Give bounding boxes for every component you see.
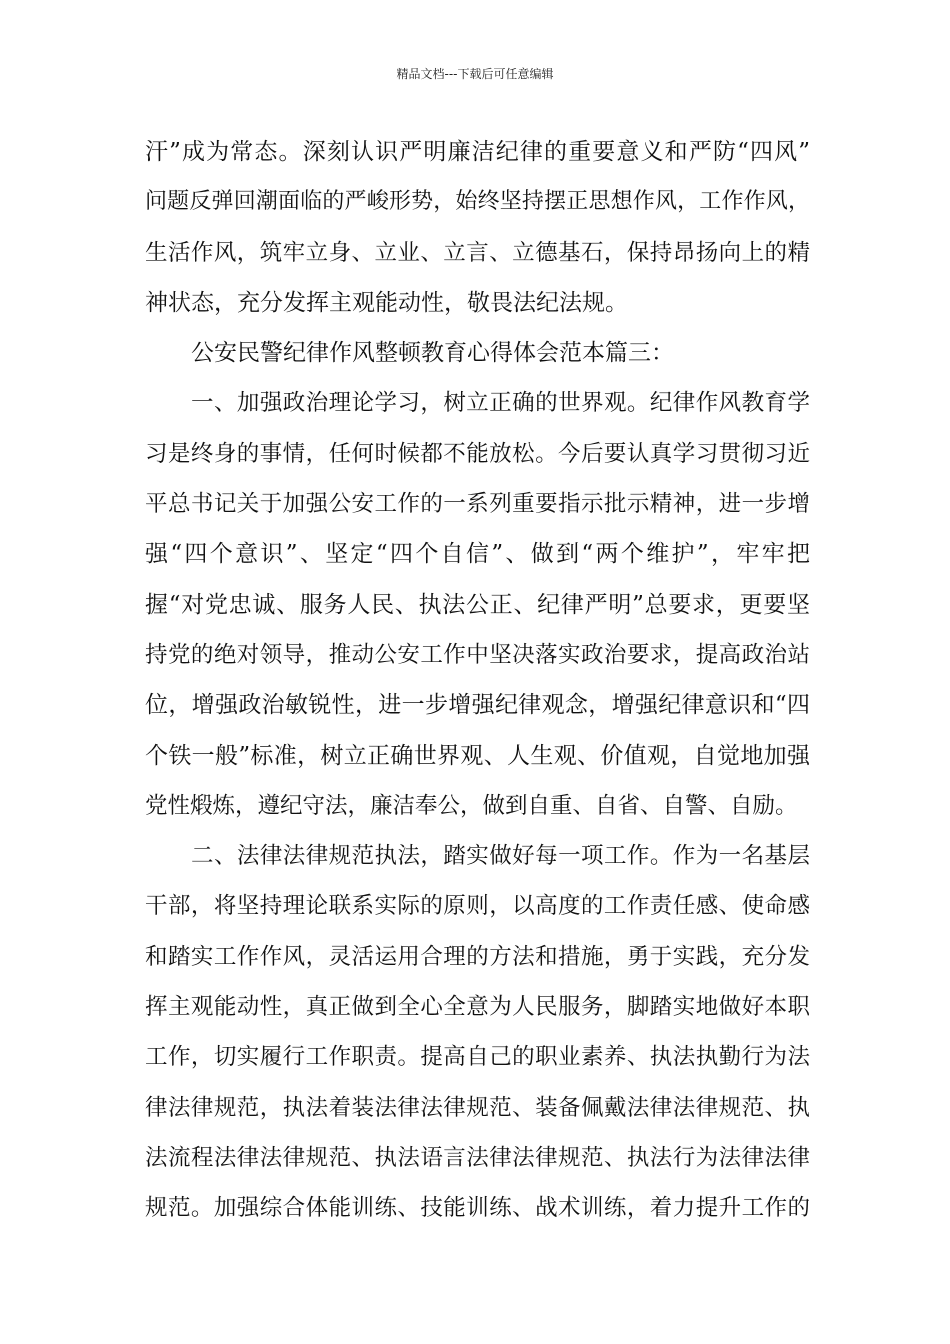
text-line: 握“对党忠诚、服务人民、执法公正、纪律严明”总要求，更要坚 (145, 591, 810, 618)
section-heading: 公安民警纪律作风整顿教育心得体会范本篇三： (191, 340, 674, 367)
text-line: 平总书记关于加强公安工作的一系列重要指示批示精神，进一步增 (145, 491, 810, 518)
text-line: 工作，切实履行工作职责。提高自己的职业素养、执法执勤行为法 (145, 1044, 810, 1071)
text-line: 挥主观能动性，真正做到全心全意为人民服务，脚踏实地做好本职 (145, 994, 810, 1021)
text-line: 问题反弹回潮面临的严峻形势，始终坚持摆正思想作风，工作作风， (145, 189, 810, 215)
text-line: 生活作风，筑牢立身、立业、立言、立德基石，保持昂扬向上的精 (145, 239, 810, 266)
text-line: 强“四个意识”、坚定“四个自信”、做到“两个维护”，牢牢把 (145, 541, 810, 568)
text-line: 习是终身的事情，任何时候都不能放松。今后要认真学习贯彻习近 (145, 440, 810, 467)
text-line: 位，增强政治敏锐性，进一步增强纪律观念，增强纪律意识和“四 (145, 692, 810, 719)
document-body (145, 127, 810, 1234)
text-line: 党性煅炼，遵纪守法，廉洁奉公，做到自重、自省、自警、自励。 (145, 792, 798, 819)
text-line: 神状态，充分发挥主观能动性，敬畏法纪法规。 (145, 289, 628, 316)
text-line: 二、法律法律规范执法，踏实做好每一项工作。作为一名基层 (191, 843, 810, 870)
text-line: 持党的绝对领导，推动公安工作中坚决落实政治要求，提高政治站 (145, 641, 810, 668)
text-line: 干部，将坚持理论联系实际的原则，以高度的工作责任感、使命感 (145, 893, 810, 920)
text-line: 法流程法律法律规范、执法语言法律法律规范、执法行为法律法律 (145, 1144, 810, 1171)
text-line: 律法律规范，执法着装法律法律规范、装备佩戴法律法律规范、执 (145, 1094, 810, 1121)
page-header: 精品文档---下载后可任意编辑 (396, 67, 554, 81)
text-line: 规范。加强综合体能训练、技能训练、战术训练，着力提升工作的 (145, 1195, 810, 1222)
text-line: 一、加强政治理论学习，树立正确的世界观。纪律作风教育学 (191, 390, 810, 417)
text-line: 汗”成为常态。深刻认识严明廉洁纪律的重要意义和严防“四风” (145, 139, 810, 165)
text-line: 个铁一般”标准，树立正确世界观、人生观、价值观，自觉地加强 (145, 742, 810, 769)
text-line: 和踏实工作作风，灵活运用合理的方法和措施，勇于实践，充分发 (145, 943, 810, 970)
